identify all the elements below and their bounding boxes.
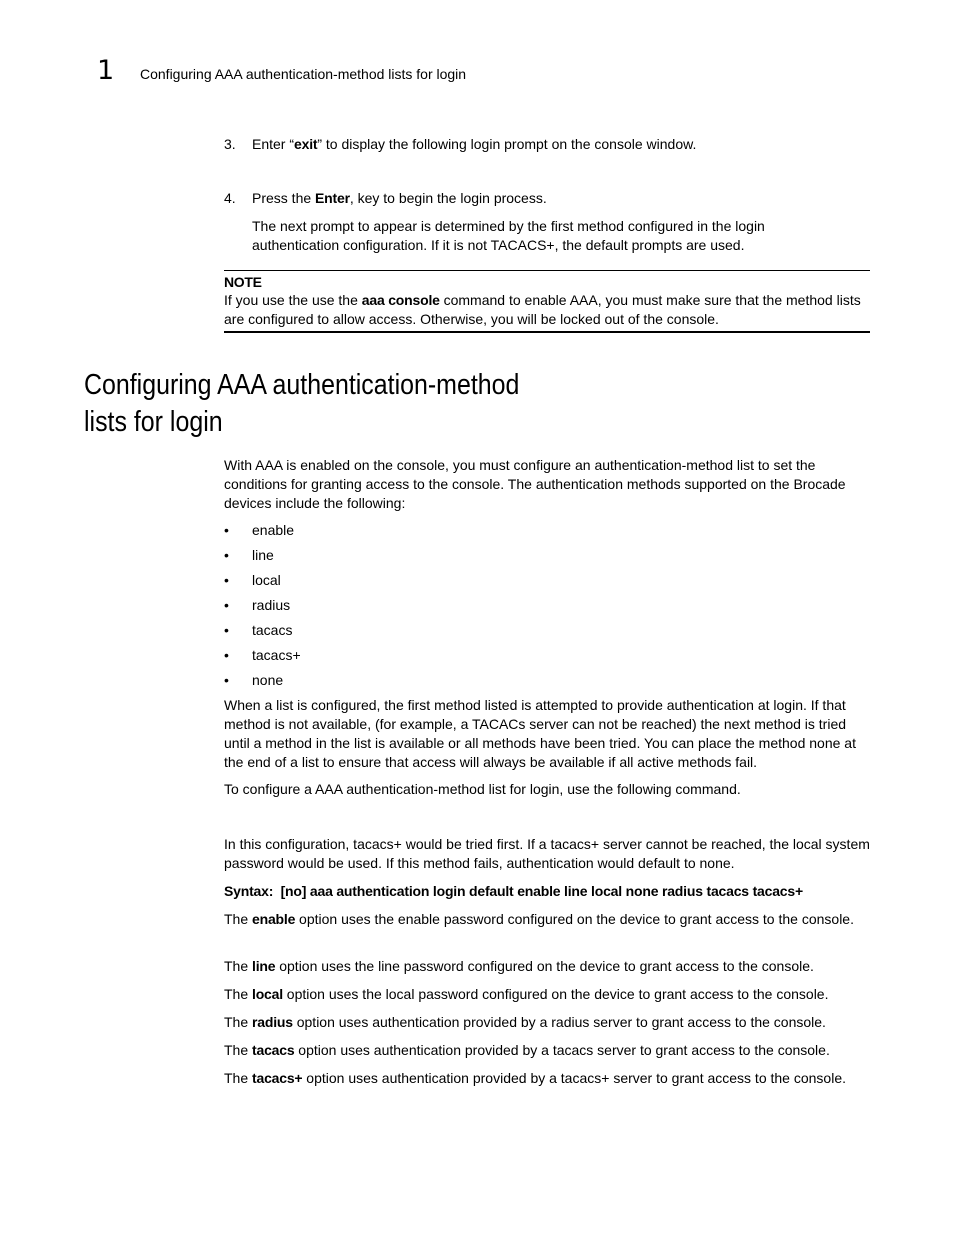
step-keyword: exit: [294, 136, 318, 152]
bullet-icon: •: [224, 672, 229, 688]
list-item-label: none: [252, 672, 284, 688]
option-text-post: option uses authentication provided by a tacacs server to grant access to the console.: [294, 1042, 830, 1058]
step-text-post: , key to begin the login process.: [349, 190, 547, 206]
list-item: [224, 672, 283, 688]
option-text-post: option uses authentication provided by a tacacs+ server to grant access to the console.: [302, 1070, 846, 1086]
option-text-pre: The: [224, 958, 253, 974]
list-item-label: tacacs: [252, 622, 293, 638]
bullet-icon: •: [224, 622, 229, 638]
option-keyword: line: [252, 958, 276, 974]
syntax-label: Syntax:: [224, 883, 274, 899]
option-keyword: tacacs+: [252, 1070, 303, 1086]
step-keyword: Enter: [315, 190, 350, 206]
list-item: [224, 547, 274, 563]
step-number: 4.: [224, 190, 236, 206]
syntax-line: [224, 883, 803, 899]
step-number: 3.: [224, 136, 236, 152]
list-item-label: line: [252, 547, 274, 563]
note-text-pre: If you use the use the: [224, 292, 362, 308]
bullet-icon: •: [224, 647, 229, 663]
option-keyword: local: [252, 986, 283, 1002]
option-text-pre: The: [224, 1014, 253, 1030]
note-label: NOTE: [224, 274, 262, 290]
intro-paragraph: With AAA is enabled on the console, you must configure an authentication-method list to set the conditions for granting access to the console. The authentication methods supported on the Brocade devices include the following:: [224, 457, 846, 511]
list-behavior-paragraph: When a list is configured, the first method listed is attempted to provide authentication at login. If that method is not available, (for example, a TACACs server can not be reached) the next method is tried until a method in the list is available or all methods have been tried. You can place the method none at the end of a list to ensure that access will always be available if all active methods fail.: [224, 697, 856, 770]
option-text-post: option uses the enable password configured on the device to grant access to the console.: [295, 911, 854, 927]
step-text: [252, 136, 696, 152]
option-text-post: option uses the line password configured on the device to grant access to the console.: [275, 958, 814, 974]
list-item-label: radius: [252, 597, 291, 613]
option-text-post: option uses the local password configured on the device to grant access to the console.: [282, 986, 829, 1002]
option-text-post: option uses authentication provided by a radius server to grant access to the console.: [292, 1014, 826, 1030]
option-text-pre: The: [224, 986, 253, 1002]
step-text-pre: Press the: [252, 190, 316, 206]
note-top-rule: [224, 270, 870, 271]
option-description: [224, 910, 870, 929]
bullet-icon: •: [224, 522, 229, 538]
option-text-pre: The: [224, 1042, 253, 1058]
step-text: [252, 190, 547, 206]
step-text-pre: Enter “: [252, 136, 295, 152]
note-text: [224, 291, 872, 329]
option-keyword: enable: [252, 911, 296, 927]
option-description: [224, 1041, 870, 1060]
option-description: [224, 1069, 870, 1088]
section-heading: Configuring AAA authentication-method lists for login: [84, 369, 520, 438]
option-text-pre: The: [224, 1070, 253, 1086]
option-description: [224, 957, 870, 976]
chapter-number: 1: [97, 55, 115, 86]
configuration-paragraph: In this configuration, tacacs+ would be tried first. If a tacacs+ server cannot be reached, the local system password would be used. If this method fails, authentication would default to none.: [224, 836, 870, 871]
option-description: [224, 985, 870, 1004]
bullet-icon: •: [224, 572, 229, 588]
option-text-pre: The: [224, 911, 253, 927]
option-keyword: radius: [252, 1014, 293, 1030]
note-bottom-rule: [224, 331, 870, 333]
bullet-icon: •: [224, 547, 229, 563]
list-item-label: enable: [252, 522, 295, 538]
list-item-label: local: [252, 572, 281, 588]
list-item-label: tacacs+: [252, 647, 301, 663]
bullet-icon: •: [224, 597, 229, 613]
option-description: [224, 1013, 870, 1032]
list-item: [224, 647, 301, 663]
note-keyword: aaa console: [361, 292, 440, 308]
configure-paragraph: To configure a AAA authentication-method list for login, use the following command.: [224, 781, 741, 797]
step-text-post: ” to display the following login prompt on the console window.: [317, 136, 697, 152]
option-keyword: tacacs: [252, 1042, 295, 1058]
list-item: [224, 572, 281, 588]
running-title: Configuring AAA authentication-method lists for login: [140, 66, 467, 82]
list-item: [224, 597, 290, 613]
syntax-command: [no] aaa authentication login default enable line local none radius tacacs tacacs+: [280, 883, 803, 899]
step-detail: The next prompt to appear is determined by the first method configured in the login authentication configuration. If it is not TACACS+, the default prompts are used.: [252, 218, 765, 253]
note-text-post: command to enable AAA, you must make sure that the method lists are configured to allow access. Otherwise, you will be locked out of the console.: [224, 292, 861, 327]
list-item: [224, 622, 292, 638]
list-item: [224, 522, 294, 538]
